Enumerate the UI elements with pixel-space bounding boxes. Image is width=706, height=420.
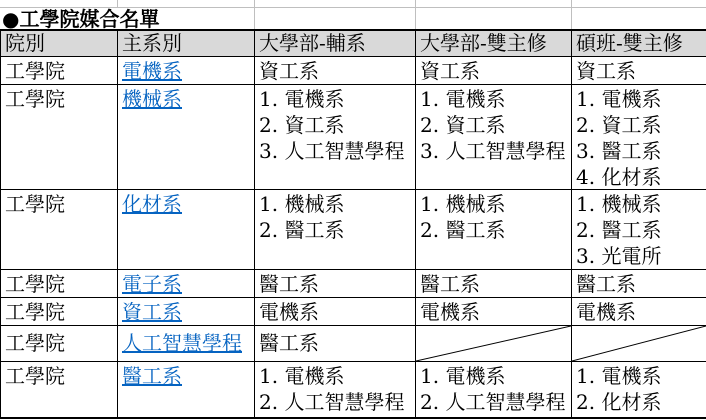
header-cell-master-double: 碩班-雙主修 [572, 31, 706, 57]
list-item: 2. 醫工系 [576, 218, 662, 242]
master-double-cell [572, 298, 706, 326]
minor-cell [255, 362, 416, 417]
major-cell [118, 362, 255, 417]
header-row [1, 31, 706, 57]
major-link[interactable]: 電機系 [122, 59, 182, 83]
master-double-cell [572, 85, 706, 190]
grid-tick [415, 0, 416, 7]
double-major-cell [416, 85, 572, 190]
list-item: 4. 化材系 [576, 165, 662, 189]
table-row [1, 326, 706, 362]
master-double-cell [572, 362, 706, 417]
list-item: 2. 醫工系 [259, 218, 345, 242]
list-item: 1. 機械系 [259, 192, 345, 216]
college-cell: 工學院 [1, 190, 118, 270]
header-cell-college: 院別 [1, 31, 118, 57]
list-item: 1. 電機系 [259, 364, 345, 388]
list-item: 醫工系 [420, 272, 480, 296]
major-cell [118, 57, 255, 85]
major-cell [118, 190, 255, 270]
minor-cell [255, 57, 416, 85]
grid-tick [571, 7, 572, 29]
major-cell [118, 270, 255, 298]
grid-tick [415, 7, 416, 29]
table-row [1, 85, 706, 190]
list-item: 1. 機械系 [576, 192, 662, 216]
minor-cell [255, 298, 416, 326]
college-cell: 工學院 [1, 85, 118, 190]
list-item: 醫工系 [259, 272, 319, 296]
double-major-cell [416, 270, 572, 298]
list-item: 資工系 [259, 59, 319, 83]
list-item: 2. 化材系 [576, 390, 662, 414]
minor-cell [255, 85, 416, 190]
table-row [1, 298, 706, 326]
double-major-cell [416, 298, 572, 326]
list-item: 2. 人工智慧學程 [259, 390, 405, 414]
list-item: 1. 電機系 [420, 87, 506, 111]
grid-tick [254, 0, 255, 7]
list-item: 1. 機械系 [420, 192, 506, 216]
major-cell [118, 85, 255, 190]
list-item: 3. 人工智慧學程 [420, 139, 566, 163]
table-row [1, 362, 706, 417]
table-row [1, 270, 706, 298]
major-link[interactable]: 化材系 [122, 192, 182, 216]
list-item: 電機系 [576, 300, 636, 324]
table-row [1, 190, 706, 270]
college-cell: 工學院 [1, 298, 118, 326]
list-item: 2. 資工系 [576, 113, 662, 137]
major-cell [118, 326, 255, 362]
list-item: 醫工系 [259, 331, 319, 355]
minor-cell [255, 190, 416, 270]
empty-cell-diagonal [572, 326, 706, 362]
list-item: 3. 醫工系 [576, 139, 662, 163]
list-item: 2. 資工系 [259, 113, 345, 137]
grid-tick [117, 0, 118, 7]
major-link[interactable]: 電子系 [122, 272, 182, 296]
header-cell-major: 主系別 [118, 31, 255, 57]
diagonal-strike-icon [572, 326, 706, 361]
college-cell: 工學院 [1, 362, 118, 417]
major-link[interactable]: 機械系 [122, 87, 182, 111]
list-item: 電機系 [420, 300, 480, 324]
page-title: ●工學院媒合名單 [2, 7, 160, 31]
list-item: 電機系 [259, 300, 319, 324]
grid-tick [571, 0, 572, 7]
header-cell-minor: 大學部-輔系 [255, 31, 416, 57]
list-item: 醫工系 [576, 272, 636, 296]
master-double-cell [572, 270, 706, 298]
table-row [1, 57, 706, 85]
minor-cell [255, 270, 416, 298]
list-item: 2. 醫工系 [420, 218, 506, 242]
grid-tick [254, 7, 255, 29]
list-item: 1. 電機系 [576, 364, 662, 388]
empty-cell-diagonal [416, 326, 572, 362]
major-link[interactable]: 資工系 [122, 300, 182, 324]
major-cell [118, 298, 255, 326]
double-major-cell [416, 362, 572, 417]
diagonal-strike-icon [416, 326, 571, 361]
list-item: 1. 電機系 [576, 87, 662, 111]
list-item: 資工系 [576, 59, 636, 83]
college-cell: 工學院 [1, 57, 118, 85]
list-item: 2. 人工智慧學程 [420, 390, 566, 414]
college-cell: 工學院 [1, 326, 118, 362]
college-cell: 工學院 [1, 270, 118, 298]
minor-cell [255, 326, 416, 362]
list-item: 3. 人工智慧學程 [259, 139, 405, 163]
double-major-cell [416, 57, 572, 85]
list-item: 2. 資工系 [420, 113, 506, 137]
matching-table [0, 29, 706, 419]
major-link[interactable]: 人工智慧學程 [122, 331, 242, 355]
list-item: 1. 電機系 [420, 364, 506, 388]
double-major-cell [416, 190, 572, 270]
header-cell-double-major: 大學部-雙主修 [416, 31, 572, 57]
master-double-cell [572, 57, 706, 85]
list-item: 3. 光電所 [576, 244, 662, 268]
major-link[interactable]: 醫工系 [122, 364, 182, 388]
master-double-cell [572, 190, 706, 270]
list-item: 資工系 [420, 59, 480, 83]
list-item: 1. 電機系 [259, 87, 345, 111]
